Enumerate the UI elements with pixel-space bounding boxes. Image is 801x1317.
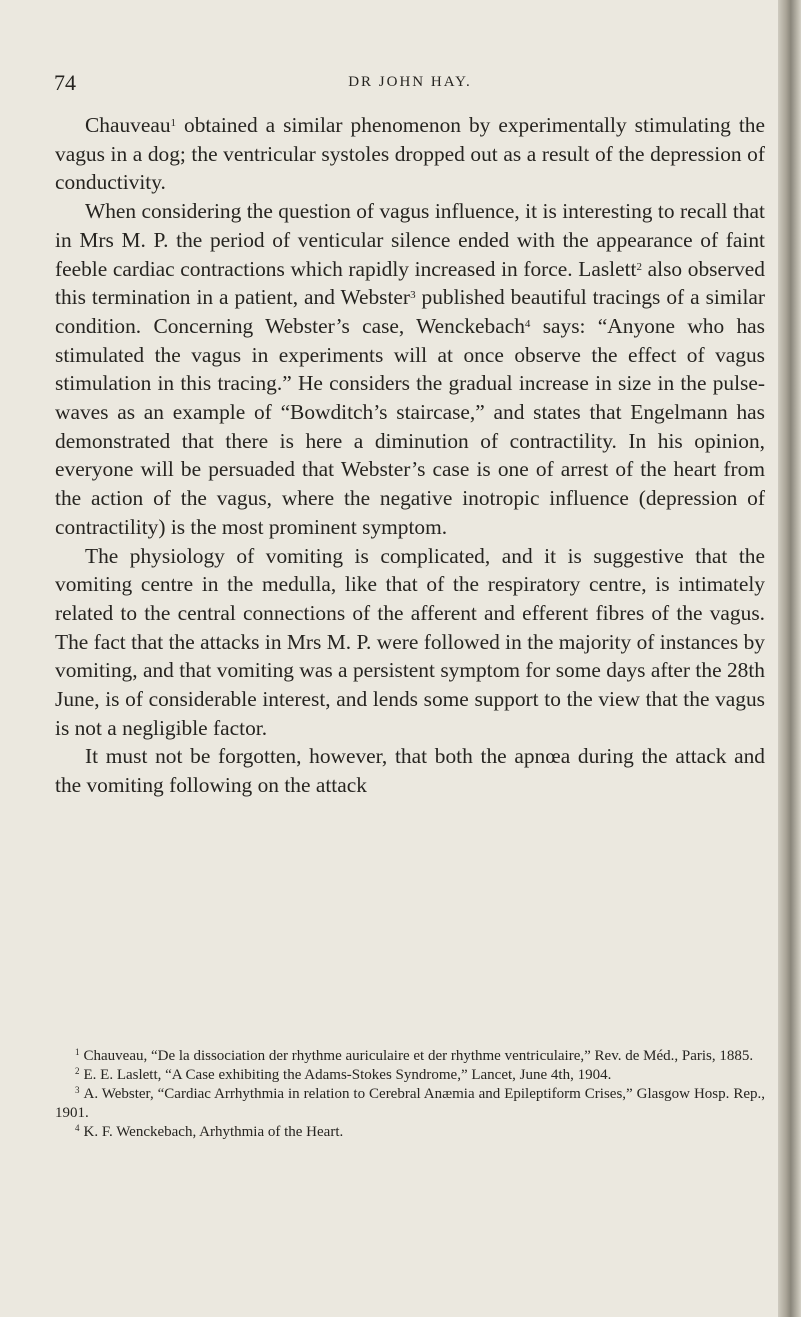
page-header (50, 70, 770, 96)
footnote-number: 2 (75, 1066, 80, 1076)
text-run: Chauveau (85, 113, 171, 137)
page-edge-binding (778, 0, 801, 1317)
text-run: also observed this termination in a patient, and Webster (55, 256, 765, 310)
paragraph (55, 111, 765, 197)
footnote (55, 1085, 765, 1123)
footnote-ref: 1 (170, 117, 177, 129)
footnote-number: 1 (75, 1047, 80, 1057)
footnote-text: E. E. Laslett, “A Case exhibiting the Adams-Stokes Syndrome,” Lancet, June 4th, 1904. (83, 1067, 612, 1083)
footnote (55, 1123, 765, 1142)
footnote-ref: 4 (524, 317, 531, 330)
footnote-text: A. Webster, “Cardiac Arrhythmia in relation to Cerebral Anæmia and Epileptiform Crises,” Glasgow Hosp. Rep., 1901. (55, 1086, 765, 1121)
footnote-number: 4 (75, 1123, 80, 1133)
text-run: When considering the question of vagus influence, it is interesting to recall that in Mrs M. P. the period of venticular silence ended with the appearance of faint feeble cardiac contractions which rapidly increased in force. Laslett (55, 199, 765, 281)
paragraph (55, 197, 765, 541)
paragraph (55, 542, 765, 743)
text-run: says: “Anyone who has stimulated the vagus in experiments will at once observe the effect of vagus stimulation in this tracing.” He considers the gradual increase in size in the pulse-waves as an example of “Bowditch’s staircase,” and states that Engelmann has demonstrated that there is here a diminution of contractility. In his opinion, everyone will be persuaded that Webster’s case is one of arrest of the heart from the action of the vagus, where the negative inotropic influence (depression of contractility) is the most prominent symptom. (55, 313, 765, 539)
body-text (55, 111, 765, 800)
footnote-ref: 2 (636, 260, 643, 273)
footnote-text: K. F. Wenckebach, Arhythmia of the Heart. (83, 1124, 344, 1140)
paragraph (55, 742, 765, 799)
footnotes (55, 1047, 765, 1142)
running-head: DR JOHN HAY. (348, 74, 472, 90)
text-run: It must not be forgotten, however, that both the apnœa during the attack and the vomiting following on the attack (55, 744, 765, 798)
text-run: published beautiful tracings of a similar condition. Concerning Webster’s case, Wenckebach (55, 285, 766, 338)
text-run: obtained a similar phenomenon by experimentally stimulating the vagus in a dog; the ventricular systoles dropped out as a result of the depression of conductivity. (55, 113, 765, 195)
footnote-text: Chauveau, “De la dissociation der rhythme auriculaire et der rhythme ventriculaire,” Rev. de Méd., Paris, 1885. (83, 1048, 754, 1064)
footnote (55, 1047, 765, 1066)
page-number: 74 (54, 70, 76, 95)
footnote (55, 1066, 765, 1085)
text-run: The physiology of vomiting is complicated, and it is suggestive that the vomiting centre in the medulla, like that of the respiratory centre, is intimately related to the central connections of the afferent and efferent fibres of the vagus. The fact that the attacks in Mrs M. P. were followed in the majority of instances by vomiting, and that vomiting was a persistent symptom for some days after the 28th June, is of considerable interest, and lends some support to the view that the vagus is not a negligible factor. (55, 543, 765, 740)
footnote-ref: 3 (410, 289, 416, 302)
footnote-number: 3 (75, 1085, 80, 1095)
